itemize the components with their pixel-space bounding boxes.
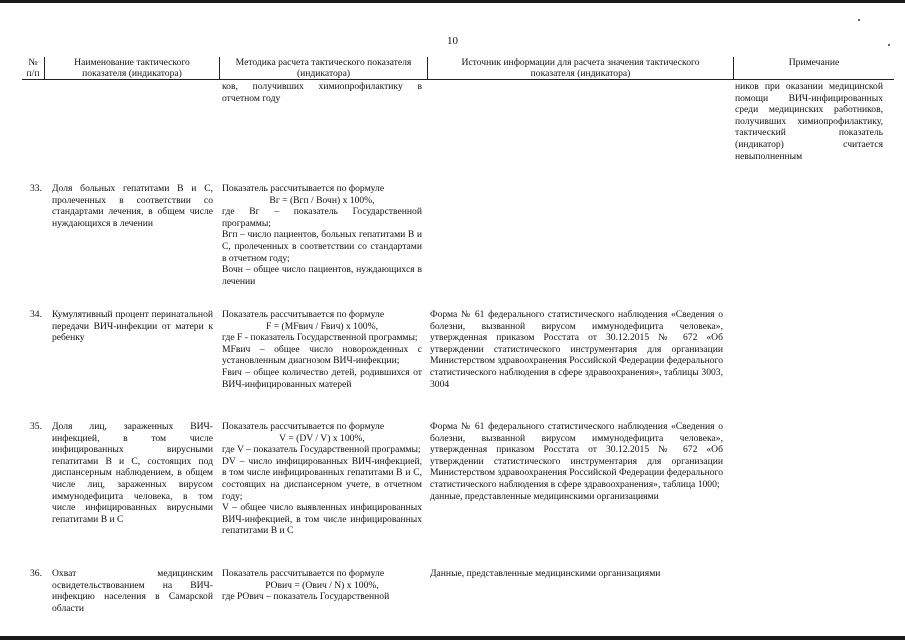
- row-35-num: 35.: [30, 421, 42, 432]
- header-num: № п/п: [26, 57, 40, 79]
- table-header: [22, 57, 894, 80]
- header-name: Наименование тактического показателя (индикатора): [74, 57, 190, 79]
- row-33-formula: Вг = (Вгп / Вочн) х 100%,: [269, 194, 375, 206]
- row-36-source: Данные, представленные медицинскими организациями: [430, 568, 661, 579]
- continuation-method: ков, получивших химиопрофилактику в отчетном году: [222, 81, 422, 104]
- scan-speck: [858, 19, 860, 21]
- row-33-method-body: где Вг – показатель Государственной программы; Вгп – число пациентов, больных гепатитами В и С, пролеченных в соответствии со стандартами в отчетном году; Вочн – общее число пациентов, нуждающихся в лечении: [222, 206, 422, 287]
- row-33-num: 33.: [30, 183, 42, 194]
- row-34-formula: F = (MFвич / Fвич) х 100%,: [266, 320, 378, 332]
- row-35-method: [222, 421, 422, 537]
- row-33-name: Доля больных гепатитами В и С, пролеченных в соответствии со стандартами лечения, в общем числе нуждающихся в лечении: [52, 183, 213, 229]
- row-34-name: Кумулятивный процент перинатальной передачи ВИЧ-инфекции от матери к ребенку: [52, 309, 213, 344]
- row-36-method-body: где POвич – показатель Государственной: [222, 591, 390, 603]
- row-36-num: 36.: [30, 568, 42, 579]
- row-34-method-intro: Показатель рассчитывается по формуле: [222, 309, 385, 320]
- row-36-formula: POвич = (Oвич / N) х 100%,: [265, 579, 379, 591]
- page-number: 10: [447, 35, 458, 47]
- bottom-scan-border: [0, 636, 905, 640]
- row-36-method-intro: Показатель рассчитывается по формуле: [222, 568, 385, 579]
- row-34-num: 34.: [30, 309, 42, 320]
- row-33-method-intro: Показатель рассчитывается по формуле: [222, 183, 385, 194]
- row-35-method-body: где V – показатель Государственной программы; DV – число инфицированных ВИЧ-инфекцией, в том числе инфицированных гепатитами В и С, состоящих на диспансерном учете, в отчетном году; V – общее число выявленных инфицированных ВИЧ-инфекцией, в том числе инфицированных гепатитами В и С: [222, 444, 422, 537]
- header-method: Методика расчета тактического показателя (индикатора): [235, 57, 412, 79]
- row-35-method-intro: Показатель рассчитывается по формуле: [222, 421, 385, 432]
- row-33-method: [222, 183, 422, 287]
- row-34-source: Форма № 61 федерального статистического наблюдения «Сведения о болезни, вызванной вирусом иммунодефицита человека», утвержденная приказом Росстата от 30.12.2015 № 672 «Об утверждении статистического инструментария для организации Министерством здравоохранения Российской Федерации федерального статистического наблюдения в сфере здравоохранения», таблицы 3003, 3004: [430, 309, 723, 390]
- row-35-source: Форма № 61 федерального статистического наблюдения «Сведения о болезни, вызванной вирусом иммунодефицита человека», утвержденная приказом Росстата от 30.12.2015 № 672 «Об утверждении статистического инструментария для организации Министерством здравоохранения Российской Федерации федерального статистического наблюдения в сфере здравоохранения», таблица 1000; данные, представленные медицинскими организациями: [430, 421, 723, 502]
- header-source: Источник информации для расчета значения тактического показателя (индикатора): [461, 57, 700, 79]
- row-36-name: Охват медицинским освидетельствованием на ВИЧ-инфекцию населения в Самарской области: [52, 568, 213, 614]
- continuation-note: ников при оказании медицинской помощи ВИЧ-инфицированных среди медицинских работников, получивших химиопрофилактику, тактический показатель (индикатор) считается невыполненным: [735, 81, 883, 162]
- row-36-method: [222, 568, 422, 603]
- header-note: Примечание: [788, 57, 840, 68]
- row-34-method: [222, 309, 422, 390]
- row-35-formula: V = (DV / V) х 100%,: [279, 432, 365, 444]
- row-34-method-body: где F - показатель Государственной программы; MFвич – общее число новорожденных с установленным диагнозом ВИЧ-инфекции; Fвич – общее количество детей, родившихся от ВИЧ-инфицированных матерей: [222, 332, 422, 390]
- top-scan-border: [0, 0, 905, 3]
- row-35-name: Доля лиц, зараженных ВИЧ-инфекцией, в том числе инфицированных вирусными гепатитами В и С, состоящих под диспансерным наблюдением, в общем числе лиц, зараженных вирусом иммунодефицита человека, в том числе инфицированных вирусными гепатитами В и С: [52, 421, 213, 525]
